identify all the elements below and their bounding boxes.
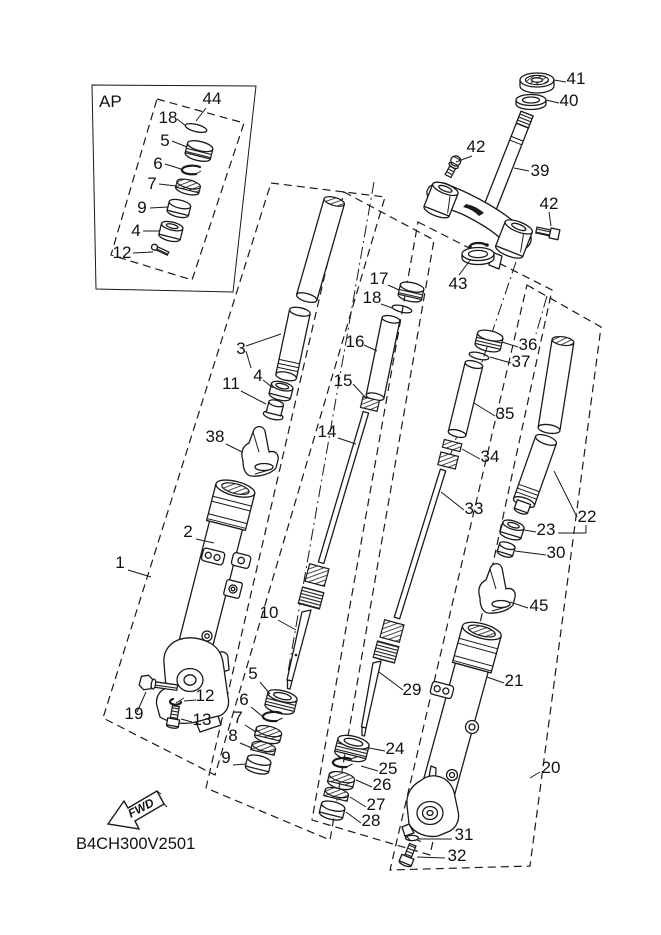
callout-44: 44 — [202, 89, 222, 108]
rebound-spring-right — [380, 620, 404, 643]
callout-30: 30 — [546, 543, 566, 562]
callout-21: 21 — [504, 671, 524, 690]
callout-38: 38 — [205, 427, 225, 446]
inset-tag-label: AP — [99, 92, 122, 111]
washer-27 — [324, 785, 350, 801]
callout-31: 31 — [454, 825, 474, 844]
spring-34-coil — [438, 452, 459, 469]
cap-bolt-5-ap — [184, 139, 214, 164]
inner-tube-3-upper — [296, 195, 346, 305]
callout-36: 36 — [518, 335, 538, 354]
left-damper-assembly — [244, 280, 424, 776]
callout-5-fork: 5 — [248, 664, 258, 683]
spring-guide-right — [373, 641, 399, 663]
screw-12-ap — [151, 243, 170, 256]
inner-tube-22-upper — [538, 335, 575, 435]
damper-rod-29-lower — [362, 661, 382, 736]
callout-19: 19 — [124, 704, 144, 723]
callout-16: 16 — [345, 332, 365, 351]
slide-bushing-9-fork — [244, 753, 272, 776]
stem-shaft-39 — [483, 111, 533, 213]
callout-12-ap: 12 — [112, 243, 132, 262]
collar-23 — [499, 518, 525, 542]
spring-guide-left — [298, 587, 324, 609]
callout-40: 40 — [559, 91, 579, 110]
fwd-direction-marker — [108, 791, 167, 829]
callout-3: 3 — [236, 339, 246, 358]
callout-35: 35 — [495, 404, 515, 423]
callout-6-ap: 6 — [153, 154, 163, 173]
cap-bolt-17 — [397, 280, 425, 304]
spring-seat-34 — [442, 439, 461, 451]
rebound-spring-left — [305, 564, 329, 587]
cap-bolt-36 — [474, 328, 504, 354]
callout-28: 28 — [361, 811, 381, 830]
callout-7-ap: 7 — [147, 174, 157, 193]
callout-9-ap: 9 — [137, 198, 147, 217]
callout-29: 29 — [402, 680, 422, 699]
callout-39: 39 — [530, 161, 550, 180]
damper-rod-33 — [394, 469, 445, 619]
callout-22: 22 — [577, 507, 597, 526]
callout-2: 2 — [183, 522, 193, 541]
collar-4-fork — [268, 379, 294, 402]
callout-23: 23 — [536, 520, 556, 539]
outer-tube-2-boss — [223, 579, 242, 598]
bolt-42-left — [443, 154, 462, 178]
washer-31 — [406, 835, 422, 841]
callout-34: 34 — [480, 447, 500, 466]
spacer-tube-35 — [448, 359, 484, 439]
callout-25: 25 — [378, 759, 398, 778]
outer-tube-21-boss-b — [447, 770, 458, 781]
callout-15: 15 — [333, 371, 353, 390]
callout-33: 33 — [464, 499, 484, 518]
callout-5-ap: 5 — [160, 131, 170, 150]
outer-tube-2-ear-b — [231, 552, 252, 569]
callout-4-fork: 4 — [253, 366, 263, 385]
outer-tube-2-stud-hole — [205, 634, 209, 638]
clip-6-fork — [263, 712, 283, 721]
callout-20: 20 — [541, 758, 561, 777]
bracket-left-boss — [422, 179, 459, 220]
fwd-label: FWD — [125, 795, 157, 821]
bushing-11 — [263, 398, 287, 422]
callout-10: 10 — [259, 603, 279, 622]
o-ring-18-ap — [184, 122, 207, 134]
callout-7-fork: 7 — [233, 708, 243, 727]
callout-1: 1 — [115, 553, 125, 572]
inner-tube-22-lower — [510, 432, 558, 517]
o-ring-37 — [469, 351, 490, 362]
callout-42-right: 42 — [539, 194, 559, 213]
callout-45: 45 — [529, 596, 549, 615]
reflector-bracket-45 — [479, 564, 515, 614]
callout-42-left: 42 — [466, 137, 486, 156]
collar-4-ap — [158, 220, 184, 244]
right-damper-assembly — [318, 328, 504, 822]
reflector-bracket-38 — [242, 427, 278, 477]
bearing-41 — [520, 73, 554, 93]
dust-seal-40 — [516, 95, 546, 110]
callout-27: 27 — [366, 795, 386, 814]
callout-26: 26 — [372, 775, 392, 794]
callout-24: 24 — [385, 739, 405, 758]
callout-17: 17 — [369, 269, 389, 288]
axle-housing-right — [402, 776, 459, 837]
spacer-tube-16 — [366, 314, 401, 402]
callout-4-ap: 4 — [131, 221, 141, 240]
outer-tube-21-boss-a — [466, 721, 479, 734]
washer-8 — [251, 739, 277, 755]
callout-12-fork: 12 — [195, 686, 215, 705]
callout-37: 37 — [511, 352, 531, 371]
seal-7-ap — [175, 177, 202, 197]
callout-18-ap: 18 — [158, 108, 178, 127]
callout-13: 13 — [192, 710, 212, 729]
inner-tube-3-lower — [275, 306, 311, 383]
callout-41: 41 — [566, 69, 586, 88]
callout-9-fork: 9 — [221, 748, 231, 767]
drawing-code: B4CH300V2501 — [76, 835, 196, 853]
clip-6-ap — [182, 166, 201, 175]
bolt-42-right — [535, 225, 560, 240]
callout-32: 32 — [447, 846, 467, 865]
bushing-9-ap — [166, 198, 191, 220]
clip-25 — [333, 757, 357, 767]
callout-14: 14 — [317, 422, 337, 441]
callout-11: 11 — [222, 374, 240, 393]
callout-6-fork: 6 — [239, 690, 249, 709]
callout-18-fork: 18 — [362, 288, 382, 307]
callout-43: 43 — [448, 274, 468, 293]
callout-8: 8 — [228, 726, 238, 745]
slide-bushing-28 — [318, 799, 346, 822]
damper-rod-10-lower — [287, 610, 311, 689]
bushing-30 — [496, 540, 516, 558]
